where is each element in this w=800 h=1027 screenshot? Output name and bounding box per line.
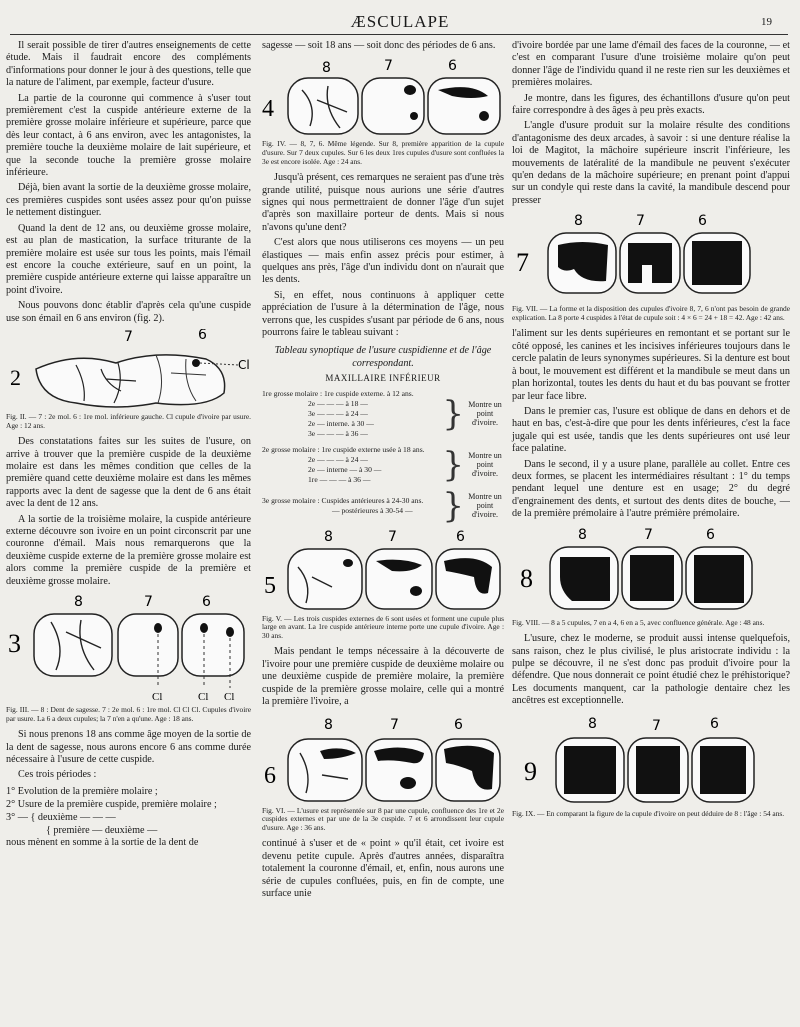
ivory-cupule: [636, 746, 680, 794]
figure-caption: Fig. VII. — La forme et la disposition des cupules d'ivoire 8, 7, 6 n'ont pas besoin de grande explication. La 8 porte 4 cuspides à l'état de cupule soit : 4 × 6 = 24 + 18 = 42. Age : 42 ans.: [512, 304, 790, 322]
column-1: [6, 40, 251, 852]
tooth-label: 8: [74, 594, 83, 610]
molar-outline: [428, 78, 500, 134]
tooth-label: 8: [324, 716, 333, 733]
molar-outline: [288, 739, 362, 801]
table-row: 2e — interne. à 30 —: [308, 418, 374, 428]
table-note: Montre un point d'ivoire.: [468, 492, 502, 520]
list-item: 2° Usure de la première cuspide, première molaire ;: [6, 798, 217, 810]
table-group-3: [262, 485, 504, 526]
tooth-label: 7: [390, 716, 399, 733]
list-item: 1° Evolution de la première molaire ;: [6, 785, 158, 797]
ivory-cupule: [343, 559, 353, 567]
table-row: 3e grosse molaire : Cuspides antérieures à 24-30 ans.: [262, 495, 424, 505]
figure-8: [512, 525, 790, 628]
figure-2-drawing: [6, 329, 251, 411]
tooth-label: 7: [644, 526, 653, 543]
figure-numeral: 4: [262, 96, 274, 123]
ivory-cupule: [410, 586, 422, 596]
ivory-cupule: [404, 85, 416, 95]
figure-numeral: 7: [516, 248, 529, 278]
table-row: 2e — interne — à 30 —: [308, 464, 382, 474]
cupule-label: Cl: [152, 691, 163, 703]
table-note: Montre un point d'ivoire.: [468, 400, 502, 428]
ivory-cupule: [400, 777, 416, 789]
paragraph: Dans le premier cas, l'usure est oblique de dans en dehors et de haut en bas, c'est-à-dire que pour les dents inférieures, c'est la face jugale qui est usée, tandis que les dents supérieures ont usé leur face palatine.: [512, 405, 790, 455]
figure-4: [262, 56, 504, 166]
figure-7: [512, 211, 790, 322]
tooth-label: 7: [388, 528, 397, 545]
paragraph: A la sortie de la troisième molaire, la cuspide antérieure externe découvre son ivoire en un point circonscrit par une couronne d'émail. Mais nous remarquerons que la deuxième cuspide externe de la première grosse molaire est alors comme la première cuspide de la première et deuxième grosse molaire.: [6, 513, 251, 587]
figure-caption: Fig. II. — 7 : 2e mol. 6 : 1re mol. inférieure gauche. Cl cupule d'ivoire par usure. Age : 12 ans.: [6, 411, 251, 430]
table-row: 2e — — — à 18 —: [308, 398, 368, 408]
paragraph: Nous pouvons donc établir d'après cela qu'une cuspide use son émail en 6 ans environ (fig. 2).: [6, 300, 251, 324]
ivory-cupule: [564, 746, 616, 794]
figure-9: [512, 712, 790, 819]
ivory-point: [192, 359, 200, 367]
brace: }: [442, 444, 464, 485]
paragraph: La partie de la couronne qui commence à s'user tout premièrement c'est la cuspide antérieure externe de la première grosse molaire inférieure et supérieure, parce que dès leur contact, à 6 ans environ, avec les antagonistes, la première touche la deuxième molaire de lait supérieure, et que la seconde touche la première grosse molaire inférieure.: [6, 92, 251, 179]
tooth-label: 7: [144, 594, 153, 610]
molar-outline: [362, 78, 424, 134]
brace: }: [442, 393, 464, 434]
ivory-cupule: [560, 557, 610, 601]
paragraph: continué à s'user et de « point » qu'il était, cet ivoire est devenu petite cupule. Après d'autres années, disparaîtra totalement la couronne d'émail, et, enfin, nous aurons une série de cupules confluées, puis, en fin de compte, une surface unie: [262, 838, 504, 899]
tooth-label: 7: [384, 58, 393, 75]
column-3: [512, 40, 790, 824]
figure-numeral: 2: [10, 364, 21, 390]
ivory-point: [226, 627, 234, 637]
paragraph: Je montre, dans les figures, des échantillons d'usure qu'on peut faire correspondre à des âges à peu près exacts.: [512, 92, 790, 117]
table-group-1: [262, 389, 504, 439]
tooth-label: 6: [456, 528, 465, 545]
paragraph: sagesse — soit 18 ans — soit donc des périodes de 6 ans.: [262, 40, 496, 51]
tooth-label: 8: [588, 715, 597, 732]
paragraph: nous mènent en somme à la sortie de la dent de: [6, 836, 199, 848]
cupule-label: Cl: [198, 691, 209, 703]
brace: }: [442, 485, 464, 526]
period-list: [6, 785, 251, 837]
figure-numeral: 3: [8, 629, 21, 658]
tooth-label: 6: [202, 594, 211, 610]
cupule-label: Cl: [224, 691, 235, 703]
paragraph: L'angle d'usure produit sur la molaire résulte des conditions d'antagonisme des deux arcades, à savoir : si une denture réalise la loi de Magitot, la mâchoire supérieure inscrit l'inférieure, les mouvements de latéralité de la mandibule ne peuvent s'exécuter qu'en dedans de la mâchoire supérieure; en prenant point d'appui sur un condyle qui reste dans la cavité, la mandibule descend pour presser: [512, 120, 790, 206]
figure-9-drawing: [512, 712, 790, 808]
cupule-label: Cl: [238, 357, 250, 372]
paragraph: Mais pendant le temps nécessaire à la découverte de l'ivoire pour une première cuspide de deuxième molaire ou une deuxième cuspide de première molaire, la première cuspide de la première grosse molaire, celle qui a montré la première l'ivoire, a: [262, 646, 504, 708]
tooth-label: 8: [574, 213, 583, 230]
table-note: Montre un point d'ivoire.: [468, 451, 502, 479]
journal-title: ÆSCULAPE: [350, 12, 450, 31]
paragraph: Jusqu'à présent, ces remarques ne seraient pas d'une très grande utilité, puisque nous aurions une série d'autres signes qui nous permettraient de donner l'âge d'un sujet d'après son maxillaire porteur de dents. Mais si nous n'avons qu'une dent?: [262, 172, 504, 233]
tooth-label: 8: [578, 526, 587, 543]
molar-outline: [182, 614, 244, 676]
figure-7-drawing: [512, 211, 790, 303]
molar-outline: [436, 549, 500, 609]
paragraph: Des constatations faites sur les suites de l'usure, on arrive à trouver que la première cuspide de la deuxième molaire est dans les mêmes condition que celles de la première quand cette deuxième molaire est dans les mêmes rapports avec la dent de sagesse que la dent de 6 ans était avec la dent de 12 ans.: [6, 436, 251, 510]
figure-caption: Fig. VI. — L'usure est représentée sur 8 par une cupule, confluence des 1re et 2e cuspides externes et par une de la 3e cuspide. 7 et 6 arrondissent leur cupule d'usure. Age : 36 ans.: [262, 805, 504, 832]
ivory-point: [200, 623, 208, 633]
paragraph: C'est alors que nous utiliserons ces moyens — un peu élastiques — mais enfin assez précis pour estimer, à quelques ans près, l'âge d'un individu dont on n'aurait que les dents.: [262, 237, 504, 286]
ivory-cupule: [630, 555, 674, 601]
list-item: 3° — { deuxième — — —: [6, 811, 116, 823]
tooth-label: 6: [448, 58, 457, 75]
table-row: 3e — — — à 36 —: [308, 428, 368, 438]
figure-4-drawing: [262, 56, 504, 138]
molar-outline: [366, 549, 432, 609]
molar-outline: [288, 549, 362, 609]
tooth-label: 7: [652, 717, 661, 734]
figure-caption: Fig. VIII. — 8 a 5 cupules, 7 en a 4, 6 en a 5, avec confluence générale. Age : 48 ans.: [512, 617, 765, 627]
table-row: 1re — — — à 36 —: [308, 474, 371, 484]
paragraph: L'usure, chez le moderne, se produit aussi intense quelquefois, sans raison, chez le plus civilisé, le plus aristocrate individu : la pulpe se découvre, il ne s'est donc pas produit d'ivoire pour la défendre. Que nous donnerait ce point étudié chez le préhistorique? Les documents manquent, car la pathologie dentaire chez les ancêtres est exceptionnelle.: [512, 633, 790, 707]
table-row: 3e — — — à 24 —: [308, 408, 368, 418]
column-2: [262, 40, 504, 903]
figure-caption: Fig. V. — Les trois cuspides externes de 6 sont usées et forment une cupule plus large en avant. La 1re cuspide antérieure interne porte une cupule d'ivoire. Age : 30 ans.: [262, 613, 504, 640]
paragraph: Si nous prenons 18 ans comme âge moyen de la sortie de la dent de sagesse, nous aurons encore 6 ans comme durée nécessaire à l'usure de cette cuspide.: [6, 729, 251, 765]
figure-numeral: 5: [264, 572, 276, 599]
figure-8-drawing: [512, 525, 790, 617]
figure-3-drawing: [6, 592, 251, 704]
figure-numeral: 8: [520, 563, 533, 593]
page-number: 19: [761, 16, 772, 28]
table-row: — postérieures à 30-54 —: [332, 505, 413, 515]
table-row: 2e — — — à 24 —: [308, 454, 368, 464]
paragraph: Déjà, bien avant la sortie de la deuxième grosse molaire, ces premières cuspides sont usées assez pour qu'on puisse le nettement distinguer.: [6, 182, 251, 219]
tooth-label: 7: [636, 213, 645, 230]
tooth-label: 6: [698, 213, 707, 230]
paragraph: Ces trois périodes :: [18, 769, 97, 781]
page-header: [0, 12, 800, 32]
paragraph: Si, en effet, nous continuons à appliquer cette appréciation de l'usure à la détermination de l'âge, nous verrons que, les cuspides s'usant par période de 6 ans, nous pourrons faire le tableau suivant :: [262, 289, 504, 339]
table-group-2: [262, 445, 504, 485]
ivory-cupule: [700, 746, 746, 794]
figure-5-drawing: [262, 527, 504, 613]
figure-caption: Fig. IX. — En comparant la figure de la cupule d'ivoire on peut déduire de 8 : l'âge : 54 ans.: [512, 808, 785, 818]
table-row: 1re grosse molaire : 1re cuspide externe. à 12 ans.: [262, 388, 414, 398]
tooth-label: 6: [198, 328, 207, 343]
paragraph: Quand la dent de 12 ans, ou deuxième grosse molaire, est au plan de mastication, la surface triturante de la première molaire est usée sur tous les points, mais l'émail est encore la couche extérieure, sauf en un point, la première cuspide antérieure externe qui laisse apparaître un point d'ivoire.: [6, 222, 251, 296]
paragraph: Dans le second, il y a usure plane, parallèle au collet. Entre ces deux formes, se placent les intermédiaires résultant : 1° du temps pendant lequel une denture est en usage; 2° du degré d'engrainement des dents, et surtout des dents dites de bouche, — de la première prémolaire à l'autre prémière prémolaire.: [512, 458, 790, 520]
figure-caption: Fig. III. — 8 : Dent de sagesse. 7 : 2e mol. 6 : 1re mol. Cl Cl Cl. Cupules d'ivoire par usure. La 6 a deux cupules; la 7 n'en a qu'une. Age : 18 ans.: [6, 705, 251, 723]
figure-caption: Fig. IV. — 8, 7, 6. Même légende. Sur 8, première apparition de la cupule d'usure. Sur 7 deux cupules. Sur 6 les deux 1res cupules d'usure sont confluées la 3e est encore isolée. Age : 24 ans.: [262, 139, 504, 166]
figure-numeral: 6: [264, 762, 276, 789]
figure-5: [262, 527, 504, 641]
paragraph: l'aliment sur les dents supérieures en remontant et se portant sur le côté opposé, les canines et les incisives inférieures toujours dans le cercle palatin de leurs synonymes supérieures. Si la denture est bout à bout, le mouvement est différent et la mandibule se meut dans un plan horizontal, toutes les dents du haut et du bas pouvant se frotter par leur face libre.: [512, 328, 790, 402]
paragraph: Il serait possible de tirer d'autres enseignements de cette étude. Mais il faudrait encore des compléments d'informations pour donner le jour à des questions, telle que la nature de l'aliment, par exemple, facteur d'usure.: [6, 40, 251, 89]
figure-3: [6, 592, 251, 723]
ivory-cupule: [694, 555, 744, 603]
figure-6: [262, 713, 504, 833]
figure-2: [6, 329, 251, 430]
figure-numeral: 9: [524, 756, 537, 786]
tooth-label: 6: [710, 715, 719, 732]
ivory-cupule: [479, 111, 489, 121]
figure-6-drawing: [262, 713, 504, 805]
tooth-label: 8: [322, 60, 331, 77]
molar-outline: [34, 614, 112, 676]
tooth-label: 6: [706, 526, 715, 543]
tooth-label: 6: [454, 716, 463, 733]
table-title: Tableau synoptique de l'usure cuspidienne et de l'âge correspondant.: [274, 345, 492, 369]
table-row: 2e grosse molaire : 1re cuspide externe usée à 18 ans.: [262, 444, 425, 454]
ivory-cupule: [692, 241, 742, 285]
ivory-point: [154, 623, 162, 633]
paragraph: d'ivoire bordée par une lame d'émail des faces de la couronne, — et c'est en comparant l'usure d'une troisième molaire qu'on peut donner l'âge de l'individu quand il ne reste rien sur les deuxièmes et premières molaires.: [512, 40, 790, 89]
tooth-label: 7: [124, 328, 133, 345]
list-item: { première — deuxième —: [46, 824, 158, 836]
table-subtitle: MAXILLAIRE INFÉRIEUR: [325, 373, 441, 384]
molar-outline: [288, 78, 358, 134]
tooth-label: 8: [324, 528, 333, 545]
ivory-cupule: [410, 112, 418, 120]
header-rule: [10, 34, 788, 35]
molar-outline: [118, 614, 178, 676]
